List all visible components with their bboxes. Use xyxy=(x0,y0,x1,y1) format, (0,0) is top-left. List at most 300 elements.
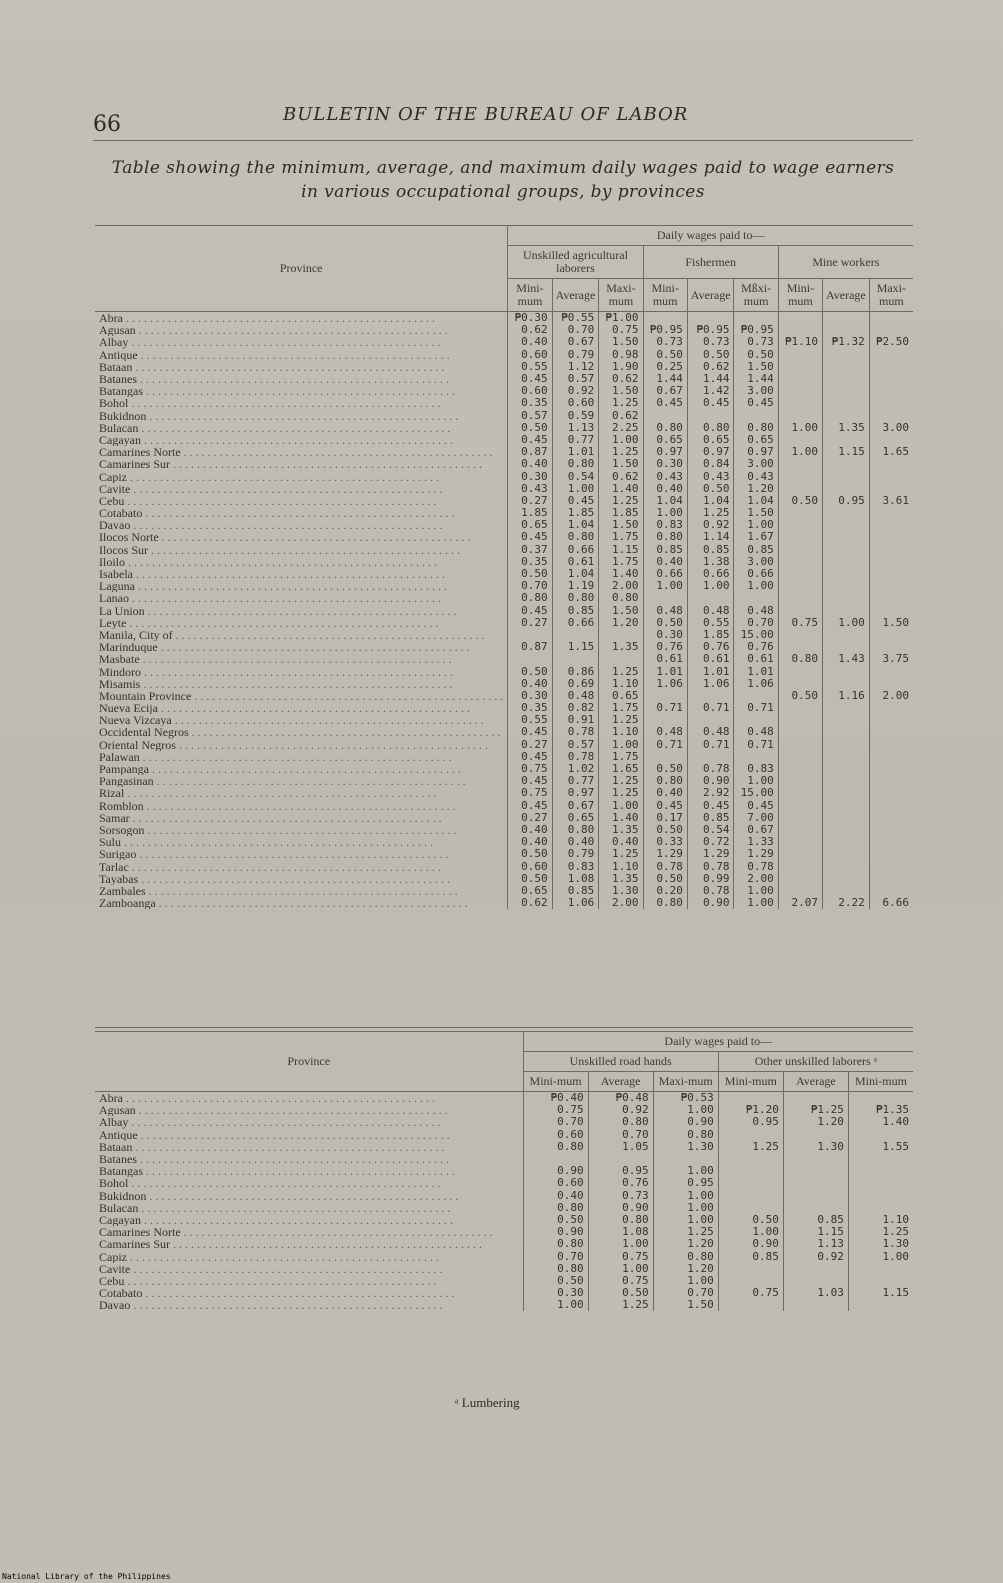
wage-cell: 1.04 xyxy=(687,495,734,507)
wage-cell: 1.33 xyxy=(734,836,778,848)
wage-cell xyxy=(778,702,822,714)
wage-cell xyxy=(643,592,687,604)
wage-cell xyxy=(783,1092,848,1105)
wage-cell xyxy=(718,1263,783,1275)
wage-cell xyxy=(848,1165,913,1177)
wage-cell: 1.01 xyxy=(734,665,778,677)
wage-cell xyxy=(778,483,822,495)
table-row xyxy=(95,410,913,422)
wage-cell: 0.45 xyxy=(734,397,778,409)
wage-cell: 1.25 xyxy=(599,446,643,458)
wage-cell: 1.00 xyxy=(718,1226,783,1238)
wage-cell xyxy=(734,312,778,325)
wage-cell: 0.43 xyxy=(508,483,552,495)
wage-cell xyxy=(848,1263,913,1275)
province-cell: Cagayan . . . xyxy=(95,434,508,446)
province-cell: Pangasinan . . . xyxy=(95,775,508,787)
wage-cell xyxy=(823,775,870,787)
wage-cell: 1.85 xyxy=(687,629,734,641)
wage-cell xyxy=(823,580,870,592)
wage-cell: 0.78 xyxy=(687,885,734,897)
wage-cell: 1.75 xyxy=(599,702,643,714)
wage-cell: 0.80 xyxy=(552,592,599,604)
wage-cell: 1.65 xyxy=(869,446,913,458)
wage-cell: 0.86 xyxy=(552,665,599,677)
wage-cell xyxy=(869,580,913,592)
wage-cell: 0.45 xyxy=(552,495,599,507)
sub-header: Mßxi-mum xyxy=(734,279,778,312)
province-cell: Albay . . . xyxy=(95,1116,523,1128)
sub-header: Mini-mum xyxy=(523,1072,588,1092)
table-row xyxy=(95,617,913,629)
wage-cell: 0.50 xyxy=(643,824,687,836)
province-header: Province xyxy=(95,226,508,312)
table-row xyxy=(95,1275,913,1287)
table-row xyxy=(95,824,913,836)
wage-cell xyxy=(823,860,870,872)
wage-cell: 1.00 xyxy=(734,580,778,592)
wage-cell: 0.80 xyxy=(588,1214,653,1226)
wage-cell: 1.00 xyxy=(653,1165,718,1177)
wage-cell: 0.65 xyxy=(687,434,734,446)
table-row xyxy=(95,1299,913,1311)
wage-cell xyxy=(869,836,913,848)
wage-cell: 1.13 xyxy=(783,1238,848,1250)
province-cell: Camarines Norte . . . xyxy=(95,1226,523,1238)
wage-cell xyxy=(869,458,913,470)
wage-cell: 1.25 xyxy=(599,848,643,860)
wage-cell xyxy=(823,873,870,885)
wage-cell xyxy=(783,1165,848,1177)
wage-cell: 0.40 xyxy=(523,1190,588,1202)
province-cell: Iloilo . . . xyxy=(95,556,508,568)
wage-cell: 1.25 xyxy=(848,1226,913,1238)
wage-cell xyxy=(823,629,870,641)
wage-cell xyxy=(778,873,822,885)
wage-cell: 0.35 xyxy=(508,702,552,714)
wage-cell: 0.50 xyxy=(643,349,687,361)
wage-cell: 1.25 xyxy=(653,1226,718,1238)
wage-cell: 0.40 xyxy=(508,678,552,690)
wage-cell: 0.57 xyxy=(508,410,552,422)
province-cell: Lanao . . . xyxy=(95,592,508,604)
wage-cell: ₱1.20 xyxy=(718,1104,783,1116)
province-cell: Antique . . . xyxy=(95,349,508,361)
province-cell: Ilocos Norte . . . xyxy=(95,531,508,543)
wage-cell: 2.22 xyxy=(823,897,870,909)
province-cell: Manila, City of . . . xyxy=(95,629,508,641)
province-cell: Sorsogon . . . xyxy=(95,824,508,836)
wage-cell: 0.73 xyxy=(643,336,687,348)
wage-cell: 1.06 xyxy=(734,678,778,690)
province-cell: Batangas . . . xyxy=(95,1165,523,1177)
province-cell: Bukidnon . . . xyxy=(95,410,508,422)
wage-cell xyxy=(869,629,913,641)
province-cell: Ilocos Sur . . . xyxy=(95,544,508,556)
wage-cell: 0.50 xyxy=(508,422,552,434)
wage-cell xyxy=(734,592,778,604)
wage-cell: 0.61 xyxy=(734,653,778,665)
wage-cell: 0.25 xyxy=(643,361,687,373)
wage-cell: 1.25 xyxy=(599,665,643,677)
wage-cell: 1.10 xyxy=(599,860,643,872)
wage-cell: 0.40 xyxy=(643,556,687,568)
wage-cell xyxy=(823,531,870,543)
table-row xyxy=(95,580,913,592)
table-row xyxy=(95,836,913,848)
wage-cell: 0.90 xyxy=(523,1226,588,1238)
wage-cell: 0.97 xyxy=(552,787,599,799)
wage-cell: 0.80 xyxy=(687,422,734,434)
wage-cell xyxy=(869,605,913,617)
province-cell: Abra . . . xyxy=(95,1092,523,1105)
table-row xyxy=(95,653,913,665)
wage-cell xyxy=(778,860,822,872)
table-row xyxy=(95,1177,913,1189)
wage-cell: 6.66 xyxy=(869,897,913,909)
wage-cell: 1.75 xyxy=(599,531,643,543)
wage-cell: 0.71 xyxy=(643,702,687,714)
wage-cell: 1.01 xyxy=(552,446,599,458)
table-row xyxy=(95,1092,913,1105)
table-row xyxy=(95,434,913,446)
wage-cell xyxy=(778,739,822,751)
group-header-other-laborers: Other unskilled laborers ᵃ xyxy=(718,1052,913,1072)
wage-cell xyxy=(783,1299,848,1311)
wage-cell: 0.50 xyxy=(523,1214,588,1226)
wage-cell: 0.90 xyxy=(653,1116,718,1128)
wage-cell: 0.80 xyxy=(643,531,687,543)
wage-cell: 1.00 xyxy=(687,580,734,592)
province-cell: Cebu . . . xyxy=(95,1275,523,1287)
table-row xyxy=(95,885,913,897)
wage-cell xyxy=(823,410,870,422)
wage-cell xyxy=(823,678,870,690)
wage-cell: 0.79 xyxy=(552,848,599,860)
wage-cell: 0.45 xyxy=(508,373,552,385)
province-cell: Bukidnon . . . xyxy=(95,1190,523,1202)
wages-table-1 xyxy=(95,225,913,909)
wage-cell: 1.00 xyxy=(599,739,643,751)
wage-cell: 0.27 xyxy=(508,495,552,507)
wage-cell: 1.04 xyxy=(734,495,778,507)
wage-cell: 0.87 xyxy=(508,641,552,653)
wage-cell: 1.38 xyxy=(687,556,734,568)
wage-cell xyxy=(869,848,913,860)
wage-cell xyxy=(718,1092,783,1105)
wage-cell: 1.00 xyxy=(734,519,778,531)
wage-cell: 0.70 xyxy=(653,1287,718,1299)
table-row xyxy=(95,739,913,751)
table-row xyxy=(95,690,913,702)
wage-cell xyxy=(718,1299,783,1311)
wage-cell: 0.48 xyxy=(734,726,778,738)
wage-cell: 2.25 xyxy=(599,422,643,434)
wage-cell xyxy=(778,800,822,812)
wage-cell: 1.00 xyxy=(599,800,643,812)
province-cell: Davao . . . xyxy=(95,519,508,531)
wage-cell: 0.98 xyxy=(599,349,643,361)
wage-cell: 1.00 xyxy=(823,617,870,629)
province-cell: Bulacan . . . xyxy=(95,422,508,434)
wage-cell: 1.08 xyxy=(552,873,599,885)
wage-cell: 0.62 xyxy=(508,324,552,336)
table-row xyxy=(95,1202,913,1214)
wage-cell: 0.62 xyxy=(599,410,643,422)
wage-cell: 1.00 xyxy=(778,422,822,434)
wage-cell xyxy=(778,665,822,677)
wage-cell: 0.78 xyxy=(687,860,734,872)
wage-cell xyxy=(869,592,913,604)
wage-cell: 0.62 xyxy=(599,470,643,482)
wage-cell: 0.48 xyxy=(643,605,687,617)
wage-cell: 0.78 xyxy=(734,860,778,872)
wage-cell: ₱0.40 xyxy=(523,1092,588,1105)
wage-cell: 0.50 xyxy=(734,349,778,361)
wage-cell: 2.00 xyxy=(734,873,778,885)
wage-cell xyxy=(869,519,913,531)
wage-cell xyxy=(823,397,870,409)
wage-cell: 0.85 xyxy=(718,1250,783,1262)
wage-cell: 0.97 xyxy=(687,446,734,458)
province-cell: Mountain Province . . . xyxy=(95,690,508,702)
wage-cell: 1.00 xyxy=(643,507,687,519)
wage-cell: 0.70 xyxy=(552,324,599,336)
wage-cell: 0.67 xyxy=(552,336,599,348)
wage-cell: 0.85 xyxy=(552,605,599,617)
wage-cell: 0.54 xyxy=(552,470,599,482)
province-cell: Camarines Sur . . . xyxy=(95,458,508,470)
wage-cell: 1.50 xyxy=(599,605,643,617)
table-row xyxy=(95,470,913,482)
wage-cell: 1.16 xyxy=(823,690,870,702)
wage-cell: 0.76 xyxy=(588,1177,653,1189)
wage-cell xyxy=(823,714,870,726)
wage-cell: 0.66 xyxy=(643,568,687,580)
wage-cell: 1.13 xyxy=(552,422,599,434)
wage-cell: 0.50 xyxy=(508,568,552,580)
wage-cell xyxy=(823,726,870,738)
province-cell: Capiz . . . xyxy=(95,470,508,482)
wage-cell: 3.00 xyxy=(734,385,778,397)
province-cell: Camarines Norte . . . xyxy=(95,446,508,458)
wage-cell: 0.90 xyxy=(718,1238,783,1250)
wage-cell: 0.69 xyxy=(552,678,599,690)
wage-cell: 1.15 xyxy=(848,1287,913,1299)
wage-cell: 0.65 xyxy=(599,690,643,702)
wage-cell: 0.40 xyxy=(508,824,552,836)
wage-cell xyxy=(823,800,870,812)
group-header-mine-workers: Mine workers xyxy=(778,246,913,279)
wage-cell: 0.30 xyxy=(508,470,552,482)
wage-cell: ₱0.95 xyxy=(734,324,778,336)
table-row xyxy=(95,702,913,714)
sub-header: Mini-mum xyxy=(778,279,822,312)
wage-cell: 1.25 xyxy=(599,714,643,726)
wage-cell xyxy=(869,361,913,373)
wage-cell xyxy=(869,860,913,872)
wage-cell xyxy=(869,544,913,556)
province-cell: Mindoro . . . xyxy=(95,665,508,677)
wage-cell: 0.73 xyxy=(687,336,734,348)
wage-cell: ₱1.32 xyxy=(823,336,870,348)
table-row xyxy=(95,556,913,568)
wage-cell: 0.83 xyxy=(643,519,687,531)
wage-cell: 1.44 xyxy=(643,373,687,385)
wage-cell: 0.72 xyxy=(687,836,734,848)
wage-cell: 0.95 xyxy=(653,1177,718,1189)
wage-cell: 0.45 xyxy=(643,397,687,409)
wage-cell: 1.44 xyxy=(734,373,778,385)
wage-cell: 0.66 xyxy=(687,568,734,580)
province-cell: Masbate . . . xyxy=(95,653,508,665)
wage-cell: 0.80 xyxy=(653,1129,718,1141)
wage-cell: ₱0.95 xyxy=(687,324,734,336)
wage-cell: 0.45 xyxy=(734,800,778,812)
wage-cell: 0.61 xyxy=(643,653,687,665)
wage-cell: 1.25 xyxy=(599,495,643,507)
wage-cell xyxy=(823,507,870,519)
wage-cell: 0.70 xyxy=(523,1250,588,1262)
wage-cell: 0.40 xyxy=(508,336,552,348)
wage-cell: 1.35 xyxy=(599,641,643,653)
wage-cell: 0.95 xyxy=(588,1165,653,1177)
wage-cell: ₱1.00 xyxy=(599,312,643,325)
province-cell: Occidental Negros . . . xyxy=(95,726,508,738)
wage-cell xyxy=(599,653,643,665)
province-cell: Palawan . . . xyxy=(95,751,508,763)
wage-cell: 0.17 xyxy=(643,812,687,824)
province-cell: Abra . . . xyxy=(95,312,508,325)
wage-cell: 0.45 xyxy=(643,800,687,812)
table-row xyxy=(95,1238,913,1250)
wage-cell: 0.83 xyxy=(734,763,778,775)
wage-cell: 0.75 xyxy=(588,1250,653,1262)
table-row xyxy=(95,665,913,677)
sub-header: Maxi-mum xyxy=(869,279,913,312)
table-row xyxy=(95,458,913,470)
wage-cell: 0.45 xyxy=(508,531,552,543)
sub-header: Average xyxy=(783,1072,848,1092)
wage-cell xyxy=(718,1129,783,1141)
wage-cell: 0.30 xyxy=(523,1287,588,1299)
wage-cell xyxy=(823,702,870,714)
wage-cell xyxy=(869,507,913,519)
wage-cell xyxy=(778,544,822,556)
wage-cell: 0.65 xyxy=(643,434,687,446)
wage-cell xyxy=(823,848,870,860)
wage-cell: 0.76 xyxy=(734,641,778,653)
wage-cell: 0.62 xyxy=(687,361,734,373)
wage-cell: 0.66 xyxy=(734,568,778,580)
wage-cell: 0.33 xyxy=(643,836,687,848)
province-cell: Bulacan . . . xyxy=(95,1202,523,1214)
wage-cell: ₱2.50 xyxy=(869,336,913,348)
wage-cell: 0.90 xyxy=(687,775,734,787)
province-cell: Cagayan . . . xyxy=(95,1214,523,1226)
wage-cell: 0.70 xyxy=(734,617,778,629)
wage-cell: 0.78 xyxy=(643,860,687,872)
wage-cell xyxy=(823,458,870,470)
wage-cell: 0.61 xyxy=(687,653,734,665)
wage-cell: 2.92 xyxy=(687,787,734,799)
wage-cell: 1.14 xyxy=(687,531,734,543)
wage-cell: 0.30 xyxy=(508,690,552,702)
wage-cell xyxy=(848,1299,913,1311)
wage-cell: ₱0.48 xyxy=(588,1092,653,1105)
table-row xyxy=(95,1116,913,1128)
province-cell: Agusan . . . xyxy=(95,324,508,336)
wage-cell: 1.50 xyxy=(734,507,778,519)
table-row xyxy=(95,495,913,507)
wage-cell: 0.48 xyxy=(687,726,734,738)
wage-cell: 1.29 xyxy=(643,848,687,860)
wage-cell xyxy=(778,787,822,799)
province-cell: Leyte . . . xyxy=(95,617,508,629)
sub-header: Mini-mum xyxy=(718,1072,783,1092)
wage-cell: ₱0.30 xyxy=(508,312,552,325)
wage-cell xyxy=(778,836,822,848)
wage-cell: 1.29 xyxy=(734,848,778,860)
wage-cell: 0.84 xyxy=(687,458,734,470)
province-cell: Oriental Negros . . . xyxy=(95,739,508,751)
wage-cell xyxy=(823,544,870,556)
wage-cell xyxy=(778,751,822,763)
wage-cell: 0.59 xyxy=(552,410,599,422)
wage-cell: 1.90 xyxy=(599,361,643,373)
wages-table-2 xyxy=(95,1032,913,1311)
wage-cell: 0.99 xyxy=(687,873,734,885)
sub-header: Maxi-mum xyxy=(653,1072,718,1092)
table-row xyxy=(95,1287,913,1299)
wage-cell: 3.75 xyxy=(869,653,913,665)
wage-cell: 1.03 xyxy=(783,1287,848,1299)
wage-cell xyxy=(823,312,870,325)
wage-cell xyxy=(823,824,870,836)
wage-cell: 1.15 xyxy=(823,446,870,458)
wage-cell xyxy=(823,568,870,580)
wage-cell xyxy=(823,763,870,775)
table-row xyxy=(95,446,913,458)
sub-header: Average xyxy=(687,279,734,312)
wage-cell: 0.75 xyxy=(778,617,822,629)
wage-cell xyxy=(508,653,552,665)
wage-cell: 0.48 xyxy=(734,605,778,617)
wage-cell: 3.00 xyxy=(869,422,913,434)
wage-cell: 0.50 xyxy=(643,617,687,629)
wage-cell: 1.50 xyxy=(599,458,643,470)
wage-cell xyxy=(869,812,913,824)
wage-cell: 0.70 xyxy=(523,1116,588,1128)
table-row xyxy=(95,605,913,617)
wage-cell xyxy=(778,605,822,617)
sub-header: Average xyxy=(552,279,599,312)
wage-cell: 1.29 xyxy=(687,848,734,860)
province-cell: Antique . . . xyxy=(95,1129,523,1141)
wage-cell: 0.97 xyxy=(734,446,778,458)
wage-cell: 0.60 xyxy=(508,349,552,361)
wage-cell: 0.45 xyxy=(508,726,552,738)
sub-header: Mini-mum xyxy=(848,1072,913,1092)
table-row xyxy=(95,349,913,361)
wage-cell: 1.30 xyxy=(653,1141,718,1153)
wages-table-2-body xyxy=(95,1092,913,1312)
wage-cell: 0.76 xyxy=(687,641,734,653)
province-cell: Tarlac . . . xyxy=(95,860,508,872)
wage-cell xyxy=(869,556,913,568)
wage-cell: 0.80 xyxy=(643,422,687,434)
wage-cell: 1.00 xyxy=(734,775,778,787)
